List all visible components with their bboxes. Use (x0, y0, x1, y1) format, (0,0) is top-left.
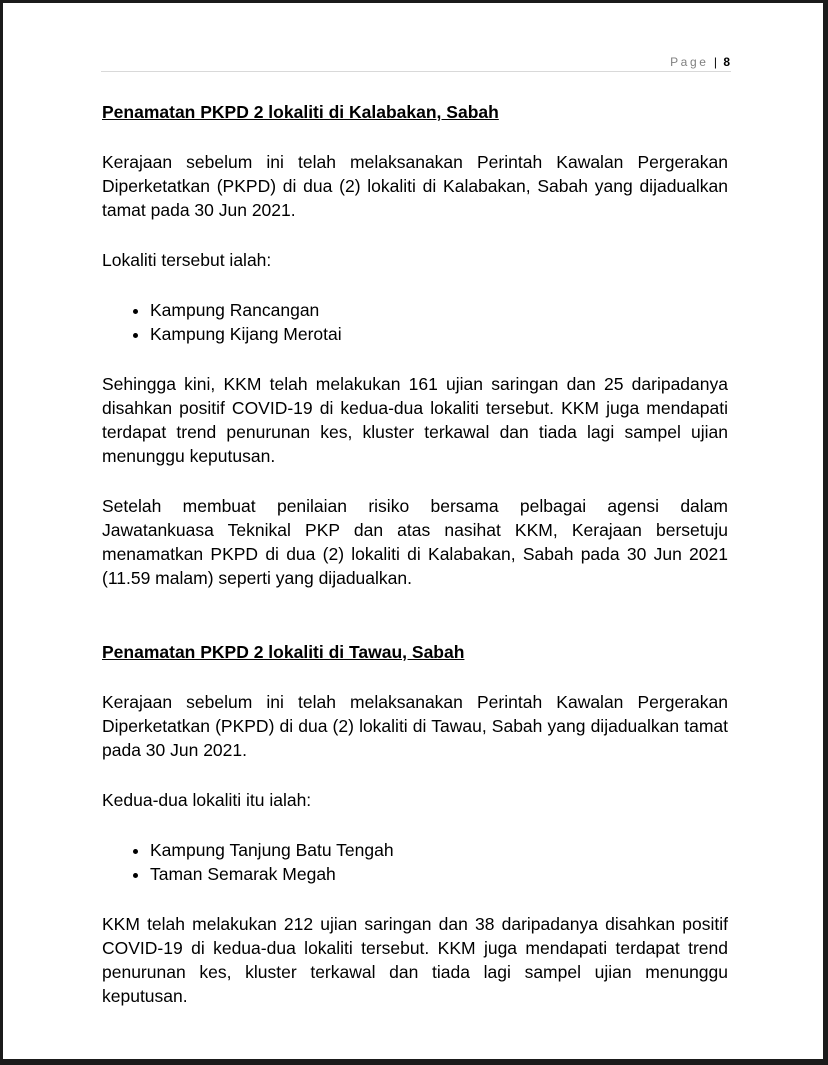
page-number: 8 (723, 55, 730, 69)
document-body (102, 100, 728, 1008)
header-rule (101, 71, 731, 72)
paragraph: Sehingga kini, KKM telah melakukan 161 ujian saringan dan 25 daripadanya disahkan positif COVID-19 di kedua-dua lokaliti tersebut. KKM juga mendapati terdapat trend penurunan kes, kluster terkawal dan tiada lagi sampel ujian menunggu keputusan. (102, 374, 728, 466)
document-page (3, 3, 823, 1059)
paragraph: Kerajaan sebelum ini telah melaksanakan Perintah Kawalan Pergerakan Diperketatkan (PKPD) di dua (2) lokaliti di Tawau, Sabah yang dijadualkan tamat pada 30 Jun 2021. (102, 692, 728, 760)
locality-list (102, 838, 728, 886)
list-item: • Kampung Tanjung Batu Tengah (150, 838, 728, 862)
list-item: • Kampung Kijang Merotai (150, 322, 728, 346)
list-item: • Kampung Rancangan (150, 298, 728, 322)
locality-list (102, 298, 728, 346)
list-intro: Kedua-dua lokaliti itu ialah: (102, 790, 312, 810)
paragraph: Setelah membuat penilaian risiko bersama pelbagai agensi dalam Jawatankuasa Teknikal PKP dan atas nasihat KKM, Kerajaan bersetuju menamatkan PKPD di dua (2) lokaliti di Kalabakan, Sabah pada 30 Jun 2021 (11.59 malam) seperti yang dijadualkan. (102, 496, 728, 588)
list-item: • Taman Semarak Megah (150, 862, 728, 886)
paragraph: KKM telah melakukan 212 ujian saringan dan 38 daripadanya disahkan positif COVID-19 di kedua-dua lokaliti tersebut. KKM juga mendapati terdapat trend penurunan kes, kluster terkawal dan tiada lagi sampel ujian menunggu keputusan. (102, 914, 728, 1006)
page-header (3, 55, 730, 69)
section-heading-kalabakan: Penamatan PKPD 2 lokaliti di Kalabakan, Sabah (102, 102, 499, 122)
paragraph: Kerajaan sebelum ini telah melaksanakan Perintah Kawalan Pergerakan Diperketatkan (PKPD) di dua (2) lokaliti di Kalabakan, Sabah yang dijadualkan tamat pada 30 Jun 2021. (102, 152, 728, 220)
page-separator: | (713, 55, 717, 69)
section-heading-tawau: Penamatan PKPD 2 lokaliti di Tawau, Sabah (102, 642, 465, 662)
list-intro: Lokaliti tersebut ialah: (102, 250, 272, 270)
page-label: Page (670, 55, 709, 69)
